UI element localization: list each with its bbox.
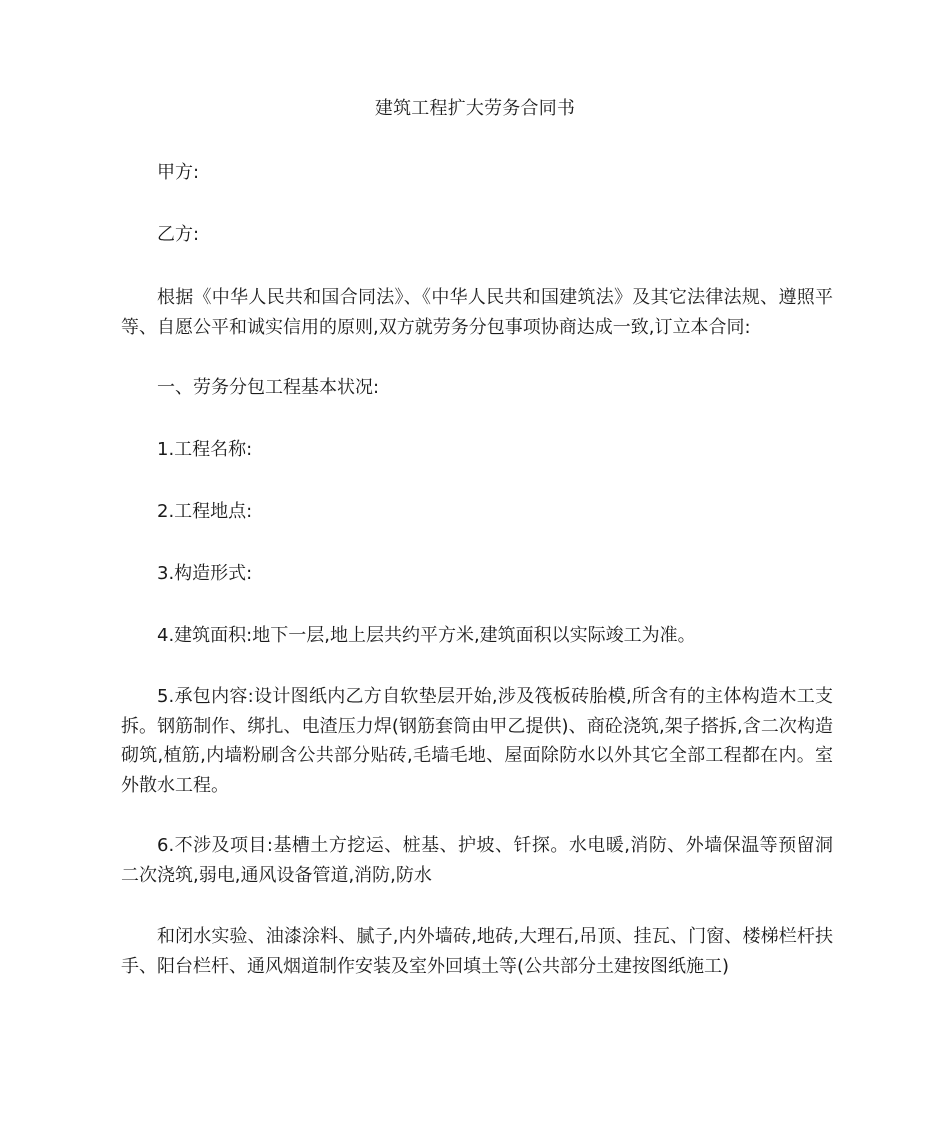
excluded-items-continuation: 和闭水实验、油漆涂料、腻子,内外墙砖,地砖,大理石,吊顶、挂瓦、门窗、楼梯栏杆扶手、阳台栏杆、通风烟道制作安装及室外回填土等(公共部分土建按图纸施工) [121, 926, 833, 977]
party-b-line: 乙方: [157, 224, 200, 245]
item-excluded-items: 6.不涉及项目:基槽土方挖运、桩基、护坡、钎探。水电暖,消防、外墙保温等预留洞二次浇筑,弱电,通风设备管道,消防,防水 [121, 835, 833, 886]
item-project-name: 1.工程名称: [157, 439, 253, 460]
preamble-paragraph: 根据《中华人民共和国合同法》、《中华人民共和国建筑法》及其它法律法规、遵照平等、自愿公平和诚实信用的原则,双方就劳务分包事项协商达成一致,订立本合同: [121, 287, 833, 338]
item-structure-form: 3.构造形式: [157, 563, 253, 584]
document-title: 建筑工程扩大劳务合同书 [374, 98, 576, 119]
item-contract-scope: 5.承包内容:设计图纸内乙方自软垫层开始,涉及筏板砖胎模,所含有的主体构造木工支拆。钢筋制作、绑扎、电渣压力焊(钢筋套筒由甲乙提供)、商砼浇筑,架子搭拆,含二次构造砌筑,植筋,内墙粉刷含公共部分贴砖,毛墙毛地、屋面除防水以外其它全部工程都在内。室外散水工程。 [121, 686, 833, 796]
section-1-heading: 一、劳务分包工程基本状况: [157, 377, 380, 398]
party-a-line: 甲方: [157, 162, 200, 183]
item-building-area: 4.建筑面积:地下一层,地上层共约平方米,建筑面积以实际竣工为准。 [157, 625, 696, 646]
item-project-location: 2.工程地点: [157, 501, 253, 522]
